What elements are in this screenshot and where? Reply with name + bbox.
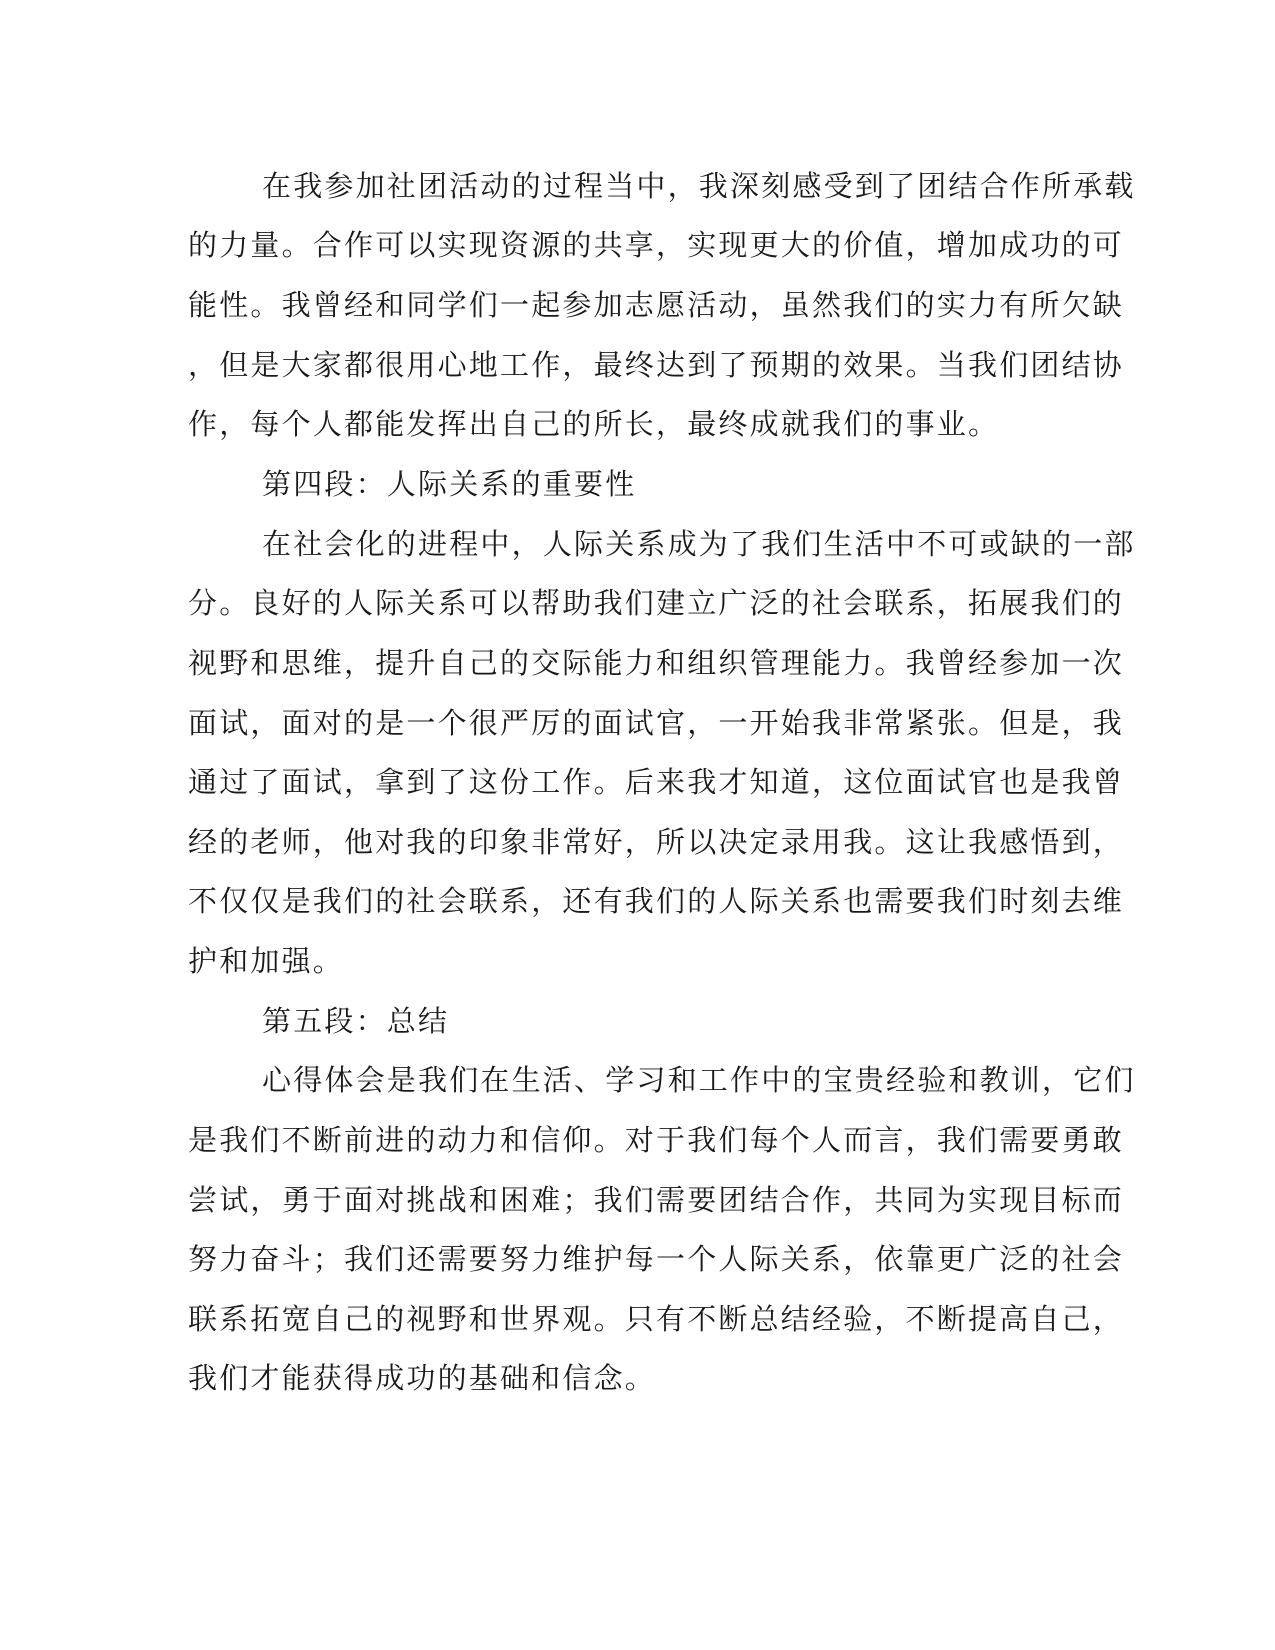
paragraph-line: ，但是大家都很用心地工作，最终达到了预期的效果。当我们团结协 [188,348,1125,382]
paragraph-line: 心得体会是我们在生活、学习和工作中的宝贵经验和教训，它们 [262,1063,1136,1097]
paragraph-line: 通过了面试，拿到了这份工作。后来我才知道，这位面试官也是我曾 [188,765,1125,799]
paragraph-line: 的力量。合作可以实现资源的共享，实现更大的价值，增加成功的可 [188,228,1125,262]
paragraph-line: 联系拓宽自己的视野和世界观。只有不断总结经验，不断提高自己， [188,1302,1125,1336]
paragraph-line: 不仅仅是我们的社会联系，还有我们的人际关系也需要我们时刻去维 [188,884,1125,918]
paragraph-line: 视野和思维，提升自己的交际能力和组织管理能力。我曾经参加一次 [188,646,1125,680]
paragraph-line: 在我参加社团活动的过程当中，我深刻感受到了团结合作所承载 [262,169,1136,203]
paragraph-line: 尝试，勇于面对挑战和困难；我们需要团结合作，共同为实现目标而 [188,1183,1125,1217]
paragraph-line: 护和加强。 [188,944,345,978]
paragraph-line: 我们才能获得成功的基础和信念。 [188,1361,657,1395]
paragraph-line: 是我们不断前进的动力和信仰。对于我们每个人而言，我们需要勇敢 [188,1123,1125,1157]
paragraph-line: 作，每个人都能发挥出自己的所长，最终成就我们的事业。 [188,407,1000,441]
paragraph-line: 经的老师，他对我的印象非常好，所以决定录用我。这让我感悟到， [188,825,1125,859]
section-heading: 第四段：人际关系的重要性 [262,467,637,501]
paragraph-line: 分。良好的人际关系可以帮助我们建立广泛的社会联系，拓展我们的 [188,586,1125,620]
paragraph-line: 面试，面对的是一个很严厉的面试官，一开始我非常紧张。但是，我 [188,706,1125,740]
paragraph-line: 努力奋斗；我们还需要努力维护每一个人际关系，依靠更广泛的社会 [188,1242,1125,1276]
paragraph-line: 在社会化的进程中，人际关系成为了我们生活中不可或缺的一部 [262,527,1136,561]
section-heading: 第五段：总结 [262,1004,450,1038]
paragraph-line: 能性。我曾经和同学们一起参加志愿活动，虽然我们的实力有所欠缺 [188,288,1125,322]
